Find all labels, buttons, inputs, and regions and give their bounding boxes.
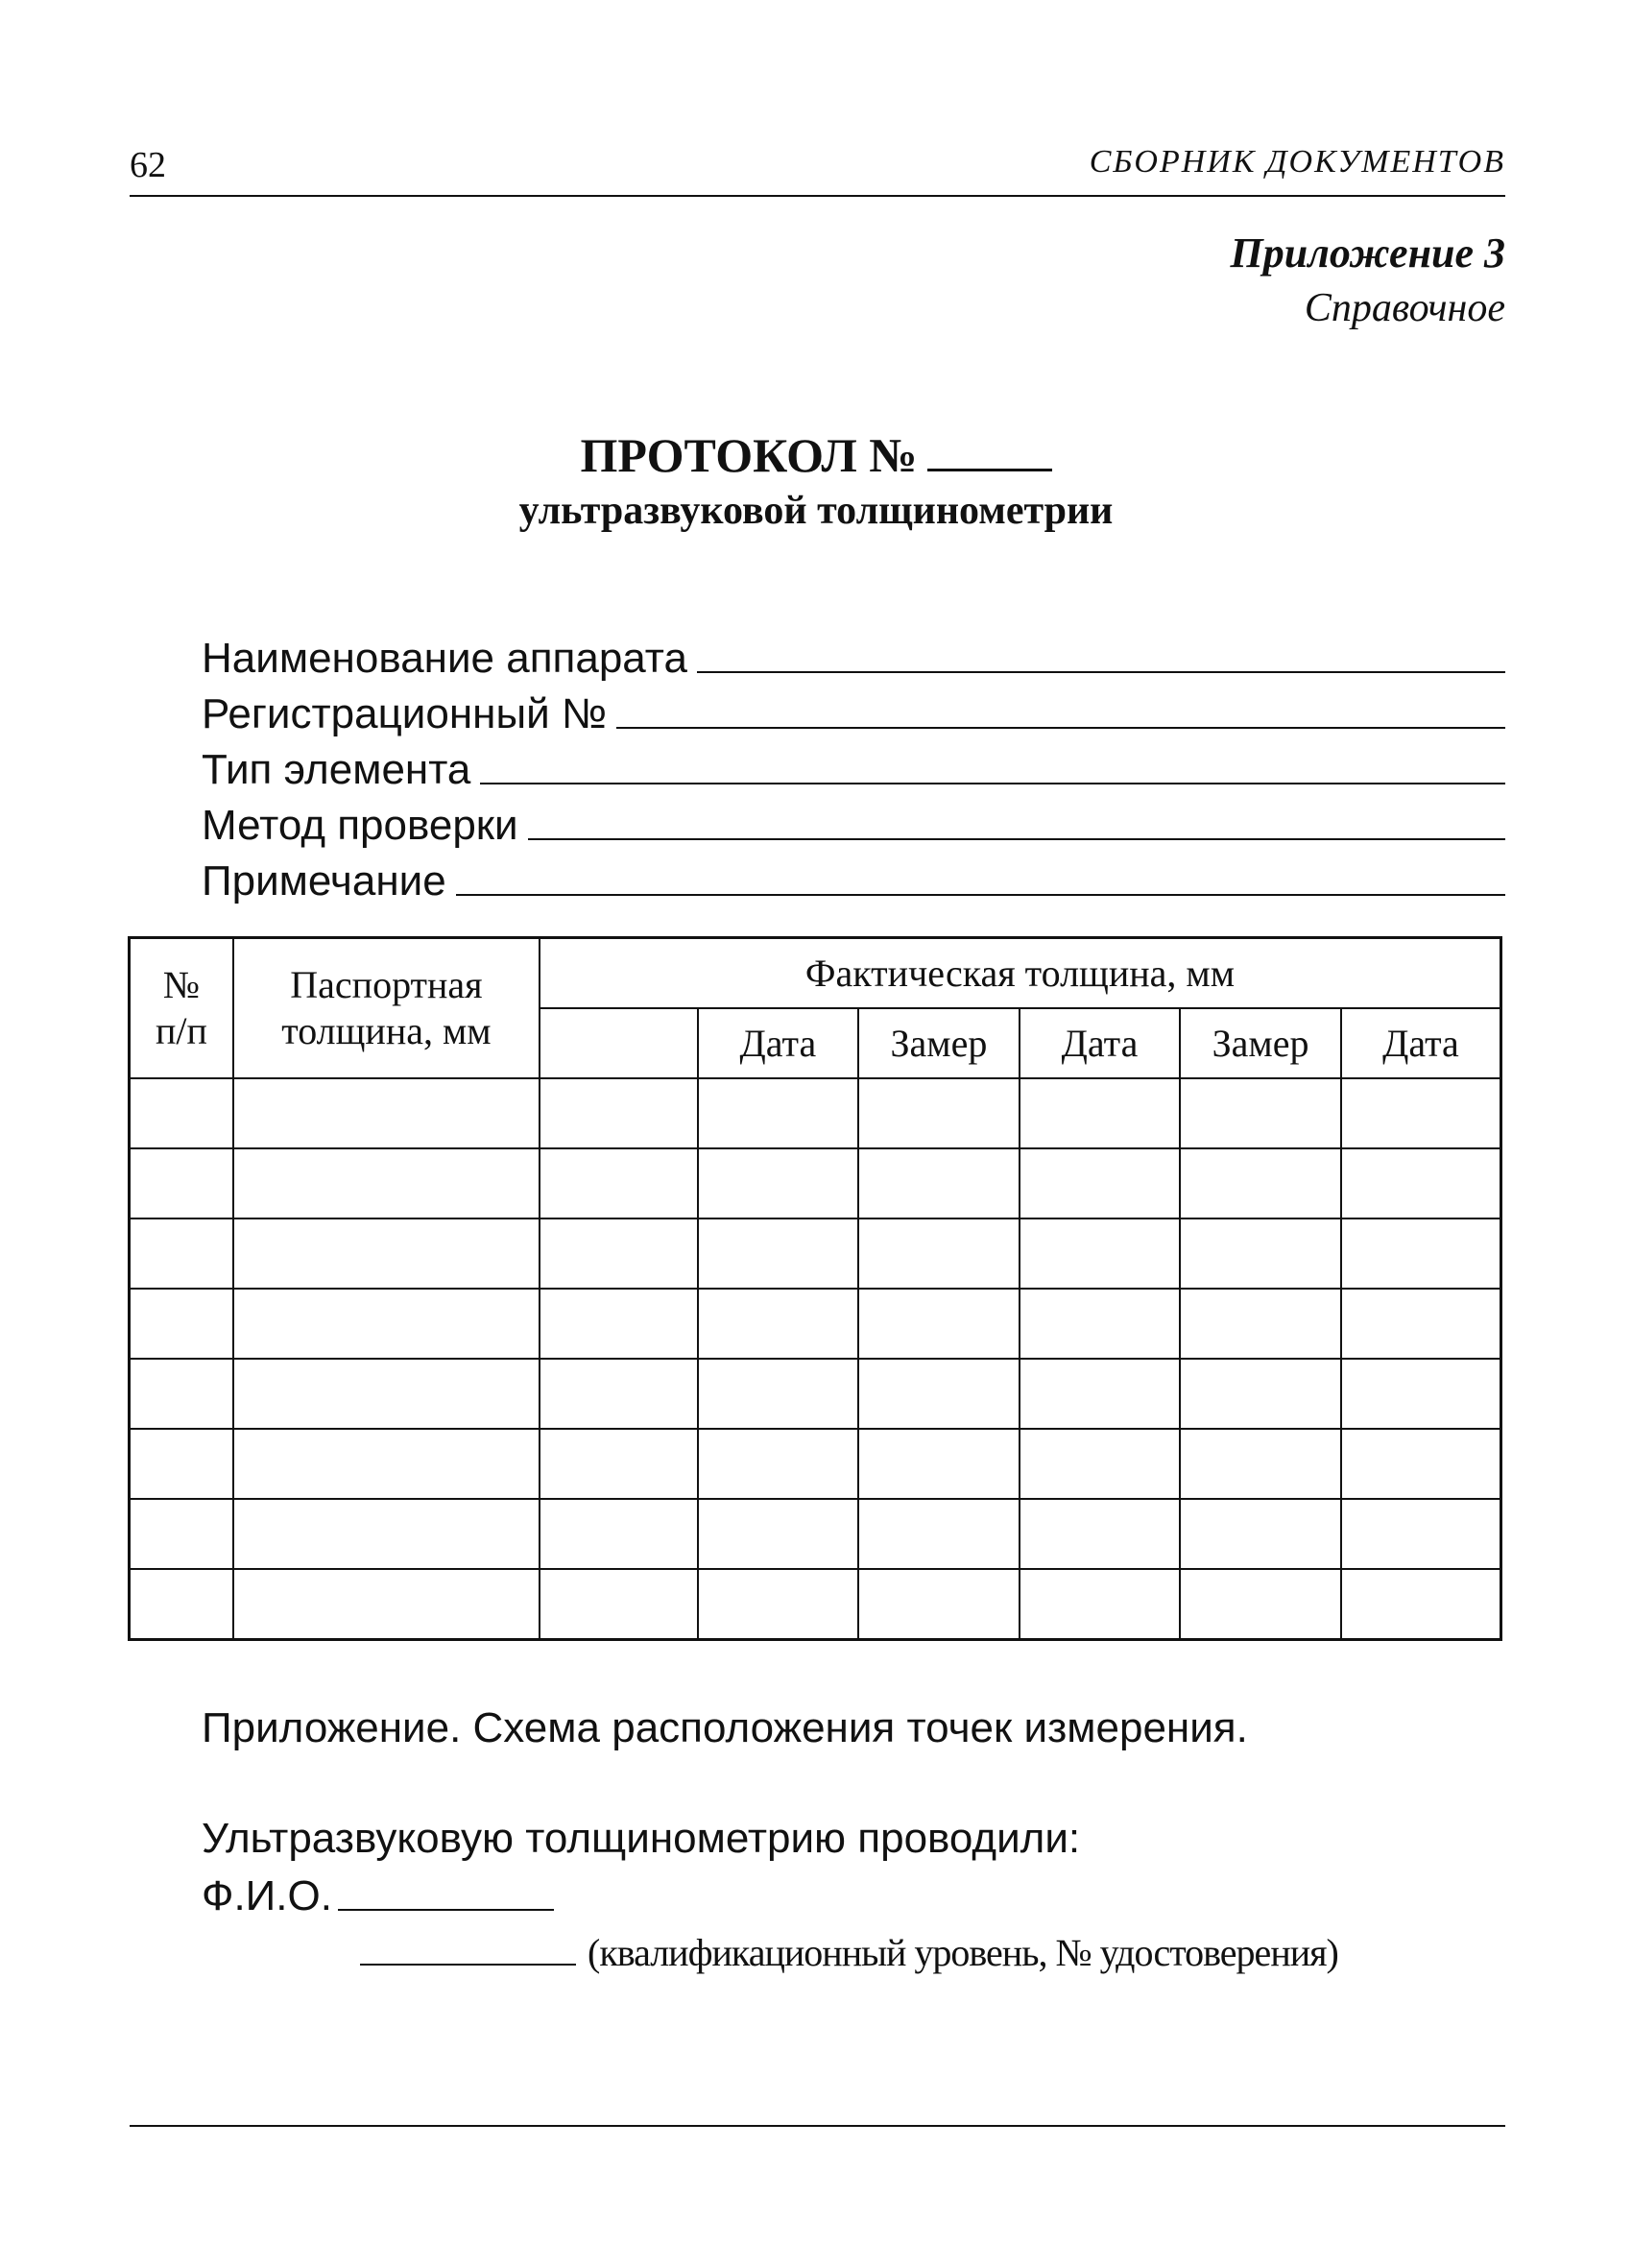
header-rule [130, 195, 1505, 197]
sub-header: Дата [1020, 1008, 1181, 1078]
field-registration-number [202, 685, 1505, 738]
header-line: п/п [155, 1009, 207, 1052]
table-cell [540, 1078, 698, 1148]
appendix-type: Справочное [1304, 286, 1505, 330]
fio-row [202, 1872, 554, 1920]
table-cell [698, 1289, 859, 1359]
table-row [130, 1218, 1501, 1289]
table-cell [1180, 1078, 1341, 1148]
appendix-number: Приложение 3 [1230, 229, 1505, 277]
table-cell [858, 1359, 1020, 1429]
table-cell [1180, 1359, 1341, 1429]
table-cell [1341, 1148, 1501, 1218]
protocol-title [0, 427, 1632, 483]
table-cell [858, 1218, 1020, 1289]
table-cell [1341, 1429, 1501, 1499]
table-cell [698, 1499, 859, 1569]
table-cell [1341, 1499, 1501, 1569]
table-cell [1180, 1289, 1341, 1359]
page-number: 62 [130, 145, 166, 185]
table-cell [233, 1359, 540, 1429]
header-line: толщина, мм [281, 1009, 492, 1052]
sub-header: Замер [1180, 1008, 1341, 1078]
table-cell [1020, 1359, 1181, 1429]
table-row [130, 1148, 1501, 1218]
table-cell [1180, 1569, 1341, 1640]
table-cell [1180, 1499, 1341, 1569]
field-label: Примечание [202, 857, 446, 905]
qualification-row [360, 1930, 1338, 1975]
col-passport-thickness-header [233, 938, 540, 1079]
table-cell [1341, 1289, 1501, 1359]
table-cell [130, 1429, 233, 1499]
col-number-header [130, 938, 233, 1079]
table-cell [540, 1148, 698, 1218]
table-cell [1020, 1429, 1181, 1499]
field-fill-line [528, 838, 1505, 840]
table-cell [540, 1218, 698, 1289]
field-fill-line [697, 671, 1505, 673]
table-cell [130, 1499, 233, 1569]
table-row [130, 1429, 1501, 1499]
table-cell [233, 1569, 540, 1640]
table-row [130, 1499, 1501, 1569]
sub-header: Дата [698, 1008, 859, 1078]
table-cell [540, 1359, 698, 1429]
table-cell [698, 1429, 859, 1499]
thickness-table [128, 936, 1502, 1641]
table-cell [1180, 1218, 1341, 1289]
table-cell [540, 1569, 698, 1640]
protocol-title-text: ПРОТОКОЛ № [580, 428, 918, 482]
field-fill-line [480, 783, 1505, 784]
table-cell [130, 1289, 233, 1359]
table-cell [698, 1218, 859, 1289]
table-cell [130, 1078, 233, 1148]
table-cell [1020, 1499, 1181, 1569]
qualification-fill-line [360, 1964, 576, 1966]
table-cell [233, 1148, 540, 1218]
table-cell [1341, 1359, 1501, 1429]
table-cell [130, 1359, 233, 1429]
fio-fill-line [338, 1909, 554, 1911]
table-cell [858, 1078, 1020, 1148]
table-cell [130, 1218, 233, 1289]
table-cell [233, 1218, 540, 1289]
table-cell [858, 1148, 1020, 1218]
footer-rule [130, 2125, 1505, 2127]
field-apparatus-name [202, 629, 1505, 683]
table-cell [1020, 1148, 1181, 1218]
table-cell [233, 1499, 540, 1569]
table-cell [1020, 1569, 1181, 1640]
table-row [130, 1289, 1501, 1359]
table-cell [1341, 1078, 1501, 1148]
field-fill-line [616, 727, 1505, 729]
table-cell [540, 1289, 698, 1359]
table-cell [858, 1429, 1020, 1499]
table-cell [233, 1429, 540, 1499]
table-cell [858, 1569, 1020, 1640]
table-cell [858, 1499, 1020, 1569]
table-row [130, 1359, 1501, 1429]
actual-thickness-group-header: Фактическая толщина, мм [540, 938, 1501, 1009]
table-cell [1020, 1218, 1181, 1289]
table-cell [130, 1148, 233, 1218]
sub-header: Замер [858, 1008, 1020, 1078]
appendix-note: Приложение. Схема расположения точек измерения. [202, 1704, 1248, 1751]
qualification-label: (квалификационный уровень, № удостоверения) [588, 1931, 1338, 1974]
table-cell [233, 1289, 540, 1359]
fio-label: Ф.И.О. [202, 1872, 332, 1919]
table-cell [858, 1289, 1020, 1359]
field-fill-line [456, 894, 1505, 896]
field-note [202, 852, 1505, 905]
table-cell [130, 1569, 233, 1640]
table-cell [1341, 1218, 1501, 1289]
table-cell [1020, 1078, 1181, 1148]
header-line: Паспортная [290, 963, 483, 1006]
header-line: № [162, 963, 201, 1006]
table-cell [1341, 1569, 1501, 1640]
field-label: Наименование аппарата [202, 635, 687, 682]
table-cell [698, 1359, 859, 1429]
table-cell [698, 1569, 859, 1640]
field-label: Регистрационный № [202, 690, 608, 737]
field-label: Метод проверки [202, 802, 518, 849]
field-test-method [202, 796, 1505, 850]
protocol-number-blank [927, 459, 1052, 471]
table-cell [1180, 1429, 1341, 1499]
performed-by: Ультразвуковую толщинометрию проводили: [202, 1815, 1081, 1862]
protocol-subtitle: ультразвуковой толщинометрии [518, 489, 1114, 533]
table-cell [1180, 1148, 1341, 1218]
table-row [130, 1569, 1501, 1640]
table-row [130, 1078, 1501, 1148]
table-cell [540, 1429, 698, 1499]
table-cell [1020, 1289, 1181, 1359]
table-cell [698, 1148, 859, 1218]
field-element-type [202, 740, 1505, 794]
sub-header [540, 1008, 698, 1078]
table-cell [233, 1078, 540, 1148]
sub-header: Дата [1341, 1008, 1501, 1078]
field-label: Тип элемента [202, 746, 471, 793]
table-cell [540, 1499, 698, 1569]
running-title: СБОРНИК ДОКУМЕНТОВ [1089, 144, 1505, 180]
table-cell [698, 1078, 859, 1148]
